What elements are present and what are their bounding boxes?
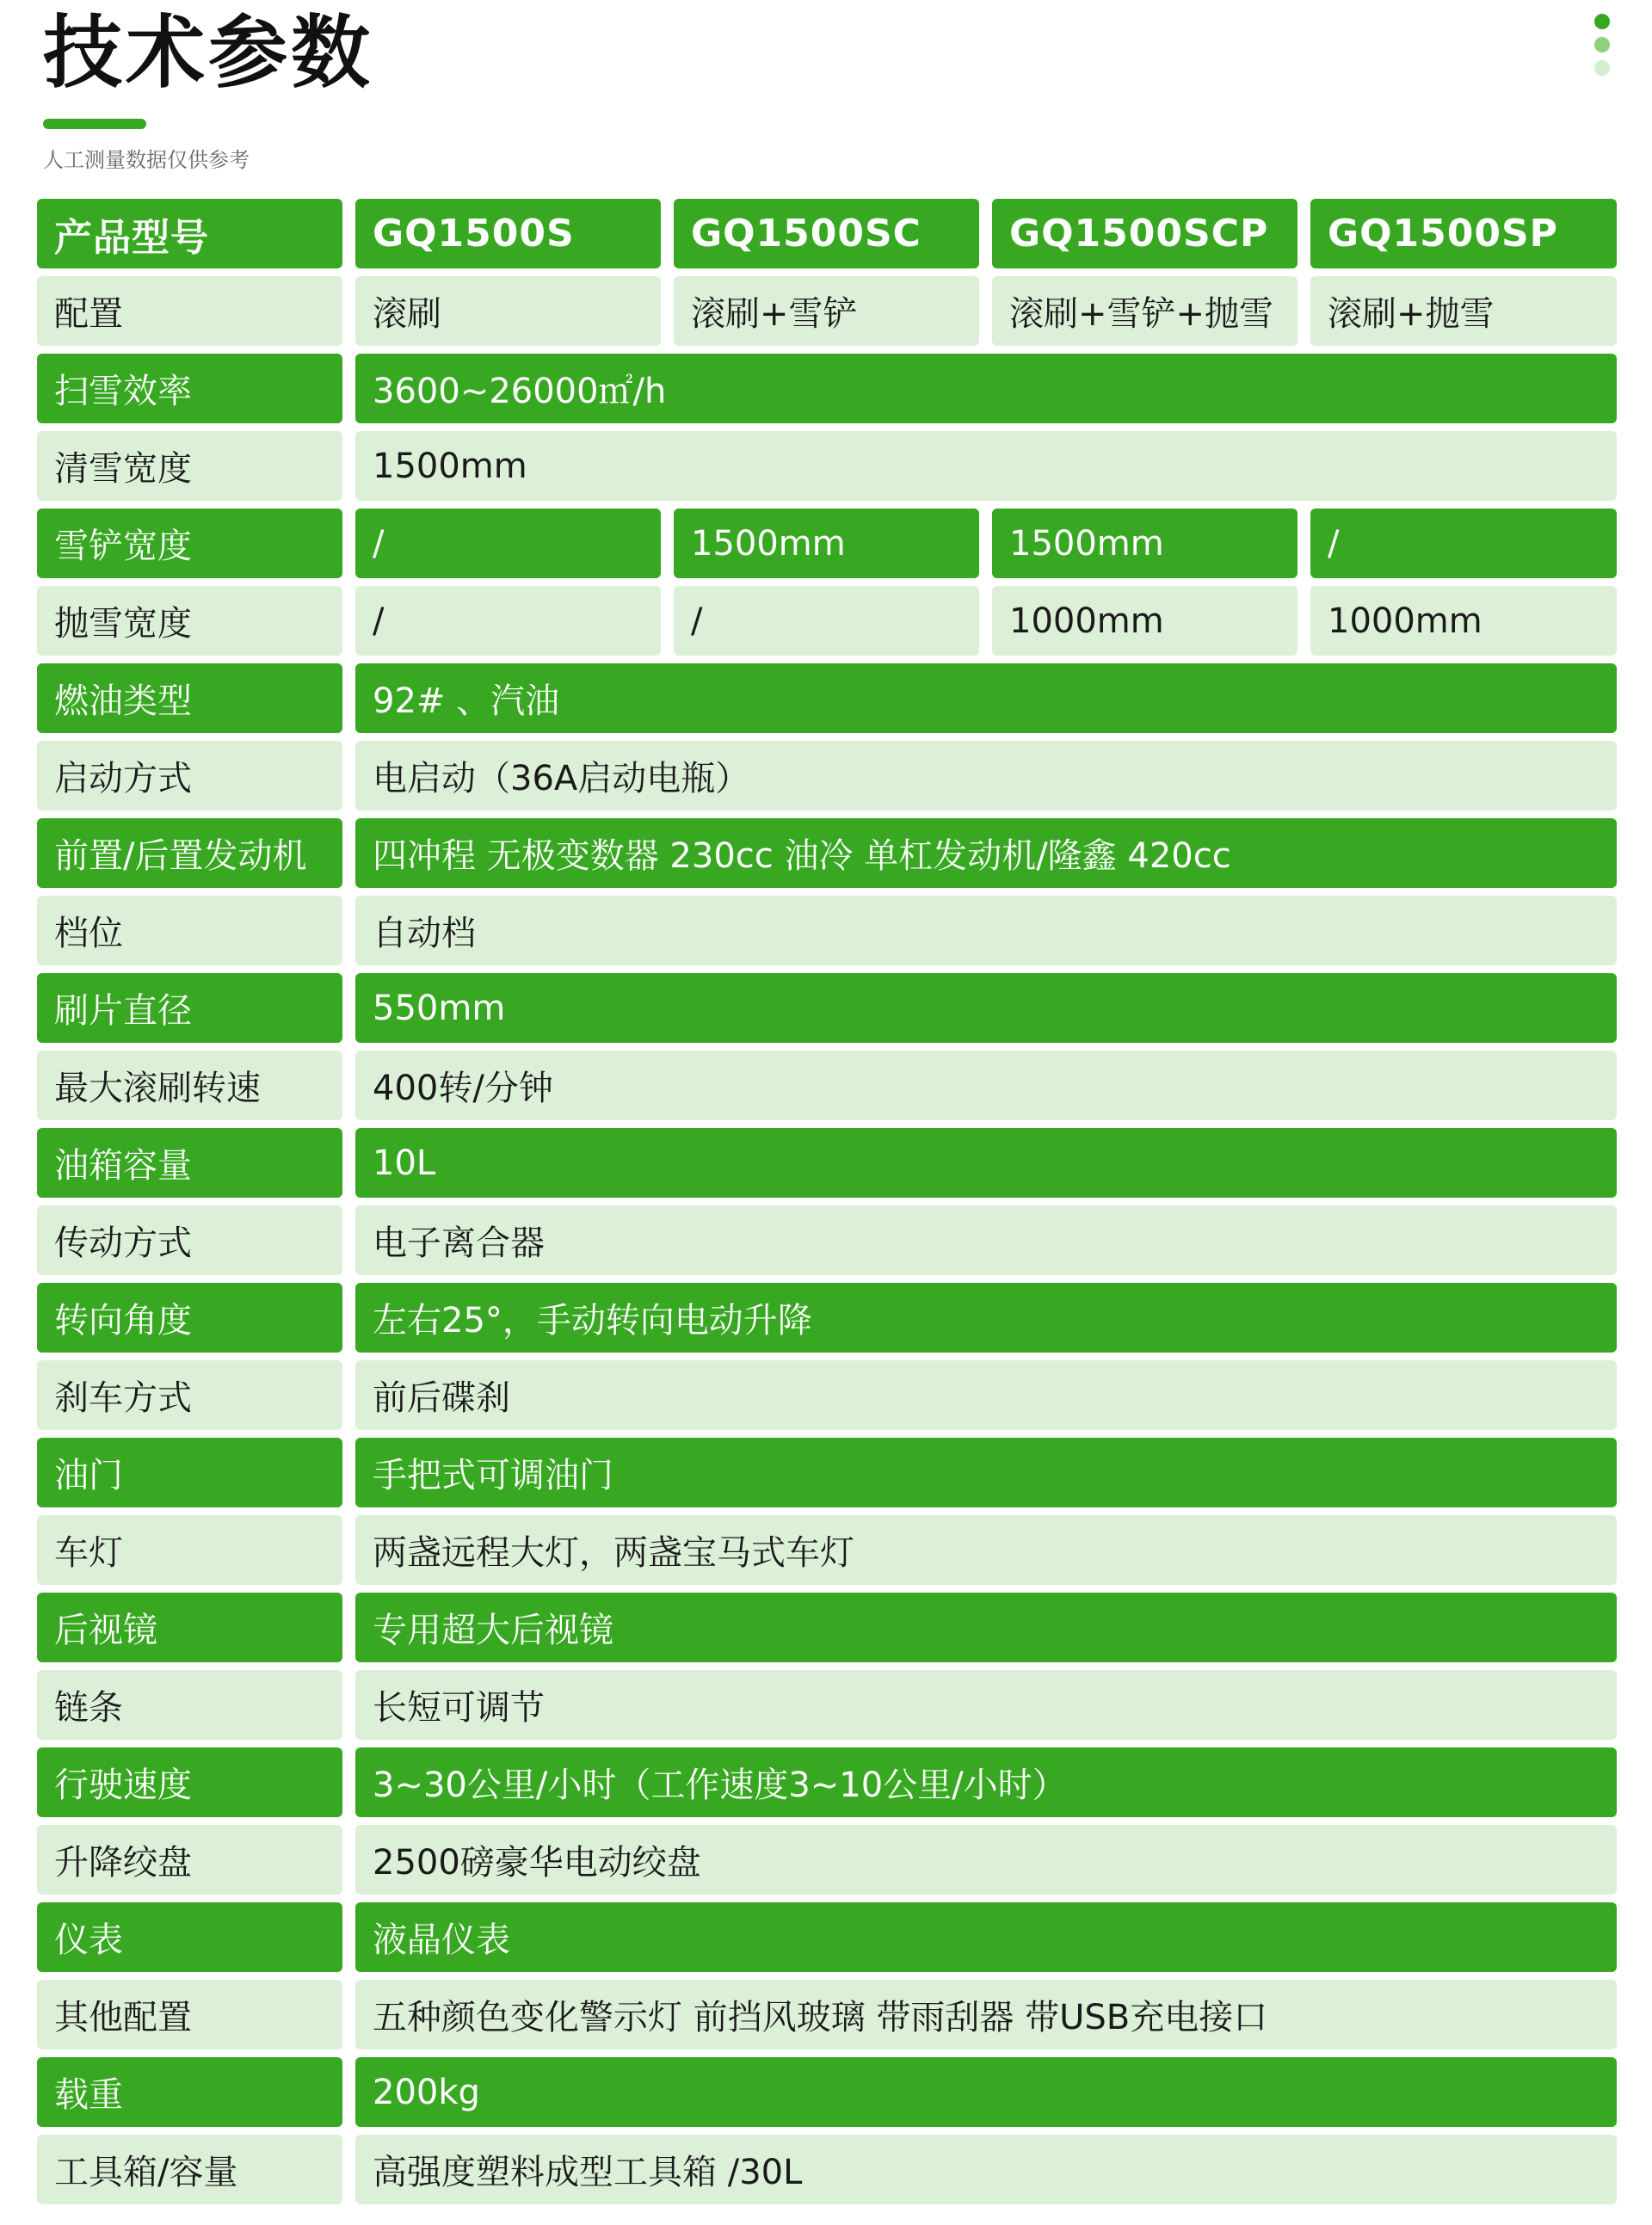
row-label: 升降绞盘 xyxy=(37,1825,342,1895)
row-label: 刷片直径 xyxy=(37,973,342,1043)
row-value: 3600~26000㎡/h xyxy=(355,354,1617,423)
row-value: / xyxy=(355,508,661,578)
row-label: 刹车方式 xyxy=(37,1360,342,1430)
table-row xyxy=(37,354,1617,423)
table-row xyxy=(37,2135,1617,2204)
row-value: 2500磅豪华电动绞盘 xyxy=(355,1825,1617,1895)
row-label: 车灯 xyxy=(37,1515,342,1585)
table-row xyxy=(37,1128,1617,1198)
table-row xyxy=(37,1747,1617,1817)
row-value: 滚刷+抛雪 xyxy=(1310,276,1617,346)
row-value: 五种颜色变化警示灯 前挡风玻璃 带雨刮器 带USB充电接口 xyxy=(355,1980,1617,2049)
page-subtitle: 人工测量数据仅供参考 xyxy=(43,148,250,172)
row-value: 手把式可调油门 xyxy=(355,1438,1617,1507)
row-value: 前后碟刹 xyxy=(355,1360,1617,1430)
table-row xyxy=(37,1438,1617,1507)
row-label: 雪铲宽度 xyxy=(37,508,342,578)
row-value: 3~30公里/小时（工作速度3~10公里/小时） xyxy=(355,1747,1617,1817)
row-value: 1500mm xyxy=(355,431,1617,501)
page-title: 技术参数 xyxy=(43,7,374,99)
row-label: 工具箱/容量 xyxy=(37,2135,342,2204)
row-label: 传动方式 xyxy=(37,1205,342,1275)
row-value: 四冲程 无极变数器 230cc 油冷 单杠发动机/隆鑫 420cc xyxy=(355,818,1617,888)
row-value: 滚刷+雪铲 xyxy=(674,276,979,346)
table-row xyxy=(37,1205,1617,1275)
row-label: 前置/后置发动机 xyxy=(37,818,342,888)
row-label: 后视镜 xyxy=(37,1593,342,1662)
row-label: 启动方式 xyxy=(37,741,342,810)
table-row xyxy=(37,1825,1617,1895)
row-value: 自动档 xyxy=(355,896,1617,965)
row-label: 仪表 xyxy=(37,1902,342,1972)
row-label: 扫雪效率 xyxy=(37,354,342,423)
row-value: 1000mm xyxy=(1310,586,1617,656)
decorative-dots xyxy=(1594,14,1610,83)
row-label: 档位 xyxy=(37,896,342,965)
spec-table xyxy=(37,199,1617,2212)
row-value: 电启动（36A启动电瓶） xyxy=(355,741,1617,810)
table-row xyxy=(37,1360,1617,1430)
row-value: 高强度塑料成型工具箱 /30L xyxy=(355,2135,1617,2204)
row-label: 链条 xyxy=(37,1670,342,1740)
title-underline xyxy=(43,119,146,129)
table-row xyxy=(37,1902,1617,1972)
row-value: GQ1500SCP xyxy=(992,199,1298,268)
row-label: 抛雪宽度 xyxy=(37,586,342,656)
row-label: 燃油类型 xyxy=(37,663,342,733)
dot-icon xyxy=(1594,14,1610,29)
row-label: 其他配置 xyxy=(37,1980,342,2049)
row-value: 550mm xyxy=(355,973,1617,1043)
table-row xyxy=(37,431,1617,501)
table-row xyxy=(37,1670,1617,1740)
dot-icon xyxy=(1594,60,1610,76)
row-value: GQ1500S xyxy=(355,199,661,268)
row-value: 电子离合器 xyxy=(355,1205,1617,1275)
row-value: GQ1500SP xyxy=(1310,199,1617,268)
table-row xyxy=(37,2057,1617,2127)
row-label: 转向角度 xyxy=(37,1283,342,1353)
table-header-row xyxy=(37,199,1617,268)
row-value: 滚刷+雪铲+抛雪 xyxy=(992,276,1298,346)
table-row xyxy=(37,1283,1617,1353)
row-value: / xyxy=(674,586,979,656)
row-value: 两盏远程大灯，两盏宝马式车灯 xyxy=(355,1515,1617,1585)
row-value: 长短可调节 xyxy=(355,1670,1617,1740)
table-row xyxy=(37,276,1617,346)
table-row xyxy=(37,663,1617,733)
row-label: 载重 xyxy=(37,2057,342,2127)
table-row xyxy=(37,1980,1617,2049)
row-value: 液晶仪表 xyxy=(355,1902,1617,1972)
row-value: 1500mm xyxy=(674,508,979,578)
row-value: 1000mm xyxy=(992,586,1298,656)
row-label: 油门 xyxy=(37,1438,342,1507)
table-row xyxy=(37,586,1617,656)
row-value: 400转/分钟 xyxy=(355,1051,1617,1120)
row-value: 滚刷 xyxy=(355,276,661,346)
row-label: 产品型号 xyxy=(37,199,342,268)
row-value: GQ1500SC xyxy=(674,199,979,268)
row-value: / xyxy=(1310,508,1617,578)
table-row xyxy=(37,1051,1617,1120)
row-label: 清雪宽度 xyxy=(37,431,342,501)
table-row xyxy=(37,973,1617,1043)
table-row xyxy=(37,741,1617,810)
row-value: 专用超大后视镜 xyxy=(355,1593,1617,1662)
row-value: 1500mm xyxy=(992,508,1298,578)
row-value: 10L xyxy=(355,1128,1617,1198)
row-label: 最大滚刷转速 xyxy=(37,1051,342,1120)
row-label: 油箱容量 xyxy=(37,1128,342,1198)
row-label: 行驶速度 xyxy=(37,1747,342,1817)
row-value: / xyxy=(355,586,661,656)
table-row xyxy=(37,1593,1617,1662)
row-value: 左右25°，手动转向电动升降 xyxy=(355,1283,1617,1353)
table-row xyxy=(37,508,1617,578)
table-row xyxy=(37,896,1617,965)
row-value: 92# 、汽油 xyxy=(355,663,1617,733)
table-row xyxy=(37,1515,1617,1585)
dot-icon xyxy=(1594,37,1610,52)
row-value: 200kg xyxy=(355,2057,1617,2127)
row-label: 配置 xyxy=(37,276,342,346)
table-row xyxy=(37,818,1617,888)
